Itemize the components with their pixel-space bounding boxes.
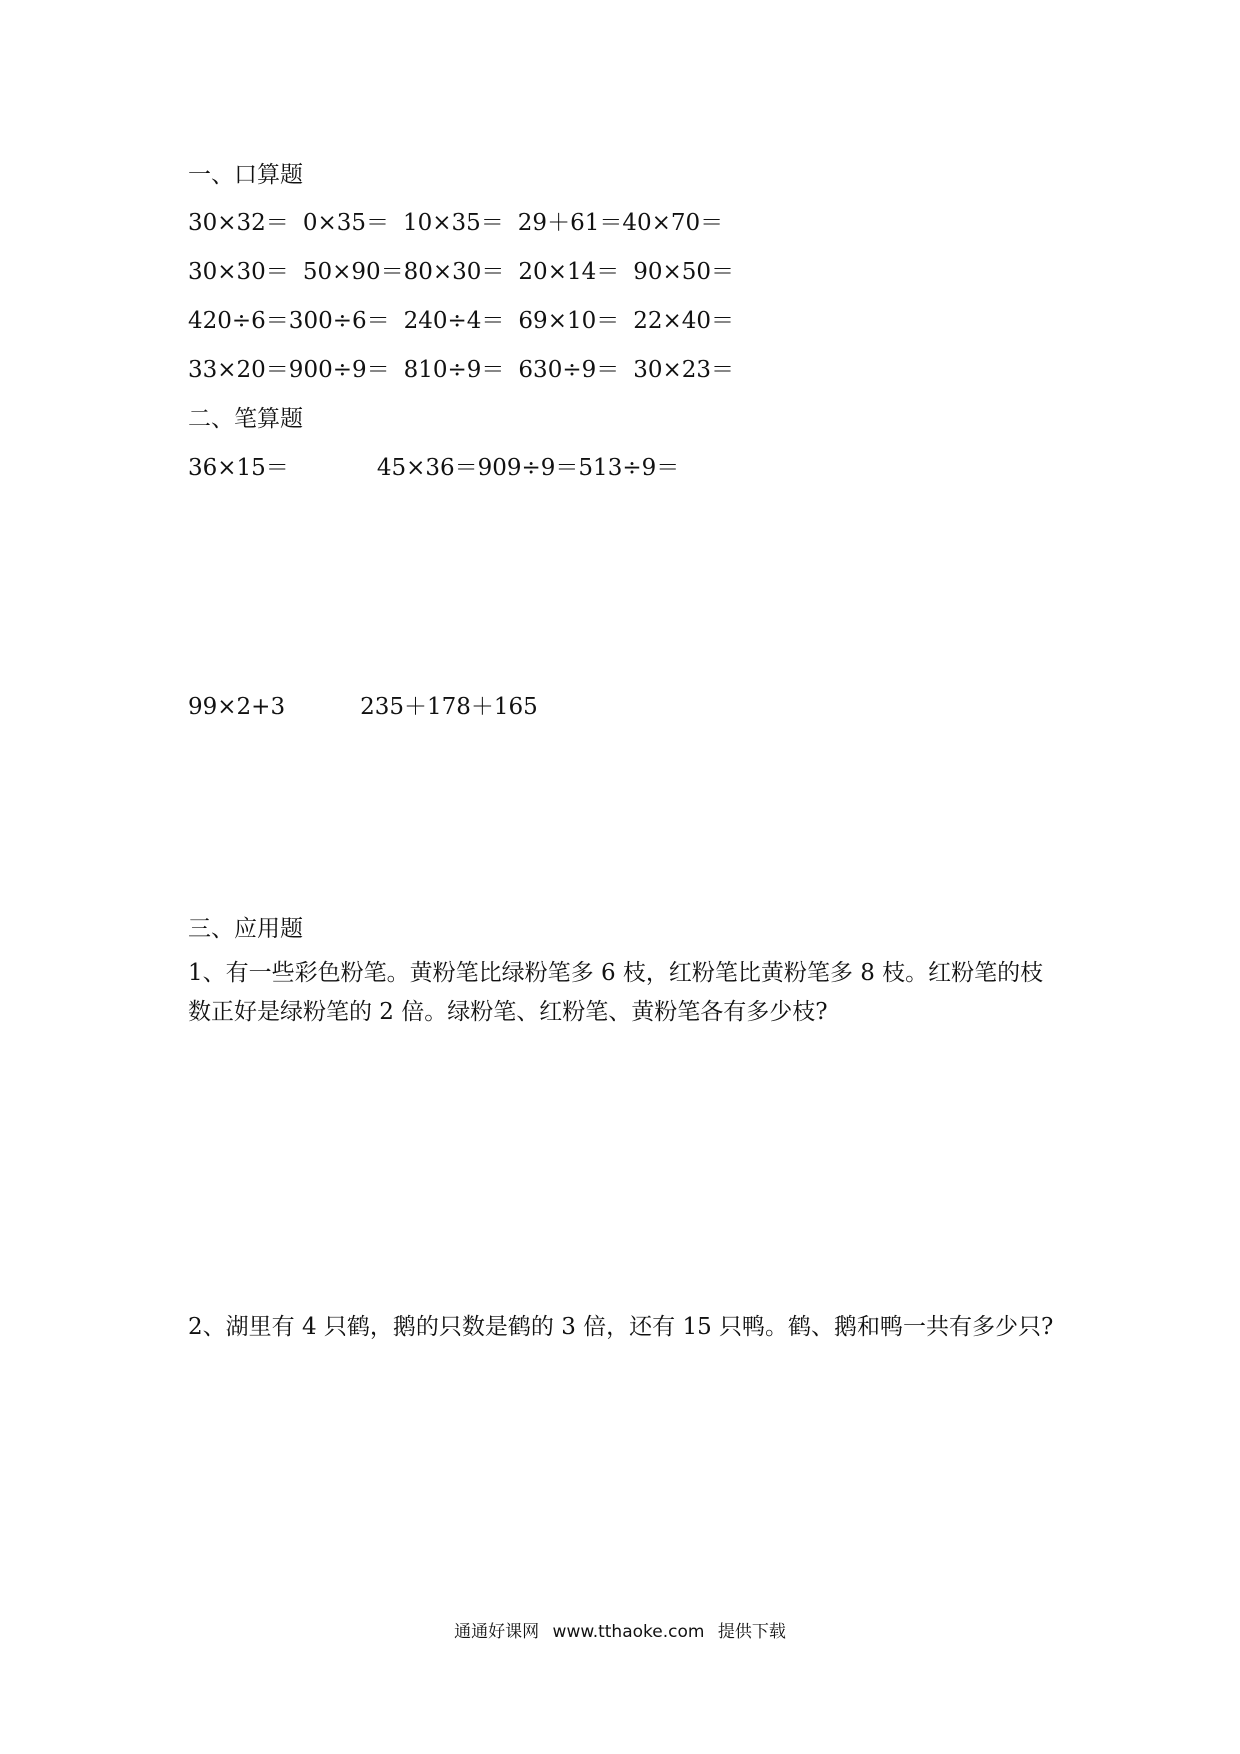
footer-suffix: 提供下载 bbox=[717, 1622, 786, 1642]
written-row-2 bbox=[188, 690, 538, 724]
footer-site-name: 通通好课网 bbox=[454, 1622, 540, 1642]
problem: 50×90＝80×30＝ bbox=[302, 259, 505, 285]
problem: 810÷9＝ bbox=[403, 357, 505, 383]
footer-url[interactable]: www.tthaoke.com bbox=[552, 1622, 705, 1642]
word-problem-1: 1、有一些彩色粉笔。黄粉笔比绿粉笔多 6 枝，红粉笔比黄粉笔多 8 枝。红粉笔的枝数正好是绿粉笔的 2 倍。绿粉笔、红粉笔、黄粉笔各有多少枝? bbox=[188, 960, 1044, 1025]
oral-row-2 bbox=[188, 255, 734, 289]
problem: 20×14＝ bbox=[518, 259, 620, 285]
problem: 29＋61＝40×70＝ bbox=[517, 210, 724, 236]
problem: 30×32＝ bbox=[188, 210, 289, 236]
written-row-1 bbox=[188, 451, 679, 485]
oral-row-3 bbox=[188, 304, 734, 338]
section-heading-word-problems: 三、应用题 bbox=[188, 916, 303, 942]
section-heading-written: 二、笔算题 bbox=[188, 406, 303, 432]
problem: 240÷4＝ bbox=[403, 308, 505, 334]
problem: 10×35＝ bbox=[402, 210, 504, 236]
word-problem-2: 2、湖里有 4 只鹤，鹅的只数是鹤的 3 倍，还有 15 只鸭。鹤、鹅和鸭一共有多少只? bbox=[188, 1314, 1054, 1340]
problem: 420÷6＝300÷6＝ bbox=[188, 308, 390, 334]
problem: 33×20＝900÷9＝ bbox=[188, 357, 390, 383]
problem: 30×30＝ bbox=[188, 259, 289, 285]
problem: 22×40＝ bbox=[633, 308, 735, 334]
problem: 30×23＝ bbox=[633, 357, 735, 383]
problem: 235＋178＋165 bbox=[360, 694, 538, 720]
problem: 99×2+3 bbox=[188, 694, 286, 720]
problem: 45×36＝909÷9＝513÷9＝ bbox=[376, 455, 680, 481]
problem: 36×15＝ bbox=[188, 455, 289, 481]
problem: 90×50＝ bbox=[633, 259, 735, 285]
problem: 630÷9＝ bbox=[518, 357, 620, 383]
oral-row-1 bbox=[188, 206, 723, 240]
problem: 0×35＝ bbox=[302, 210, 389, 236]
oral-row-4 bbox=[188, 353, 734, 387]
page-footer bbox=[0, 1620, 1240, 1644]
problem: 69×10＝ bbox=[518, 308, 620, 334]
section-heading-oral: 一、口算题 bbox=[188, 162, 303, 188]
